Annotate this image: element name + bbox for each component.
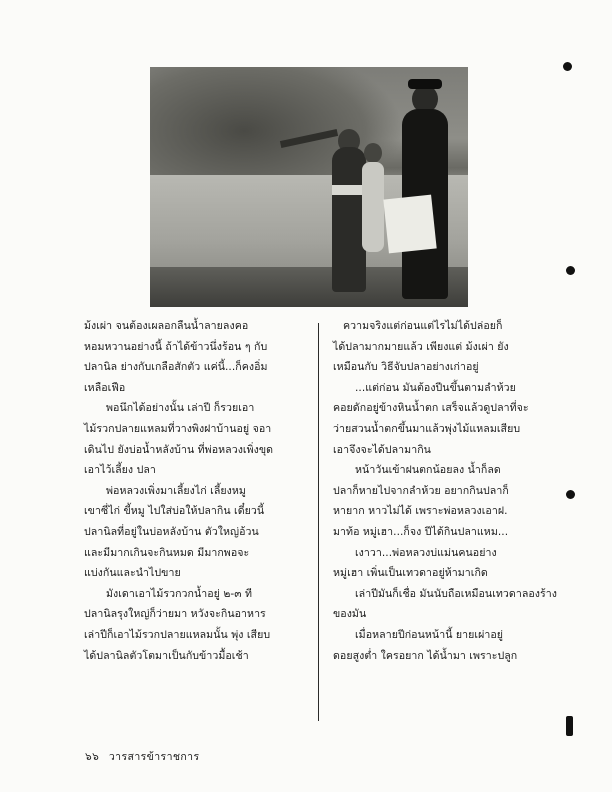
text-line: ดอยสูงต่ำ ใครอยาก ได้น้ำมา เพราะปลูก (333, 649, 518, 662)
text-line: ปลานิลรุงใหญ่ก็ว่ายมา หวังจะกินอาหาร (84, 608, 266, 621)
text-line: เอาจึงจะได้ปลามากิน (333, 443, 431, 456)
text-line: หน้าวันเข้าฝนตกน้อยลง น้ำก็ลด (355, 464, 501, 477)
margin-dot (566, 266, 575, 275)
photo-map-sheet (383, 195, 436, 254)
photo-child-head (364, 143, 382, 163)
text-line: เขาซี่ไก่ ขี้หมู ไปใส่บ่อให้ปลากิน เดี๋ยวนี้ (84, 505, 265, 518)
text-line: เมื่อหลายปีก่อนหน้านี้ ยายเผ่าอยู่ (355, 628, 504, 641)
text-line: ได้ปลามากมายแล้ว เพียงแต่ ม้งเผ่า ยัง (333, 340, 509, 353)
text-line: และมีมากเกินจะกินหมด มีมากพอจะ (84, 546, 250, 559)
text-line: เหมือนกับ วิธีจับปลาอย่างเก่าอยู่ (333, 361, 479, 374)
text-line: ไม้รวกปลายแหลมที่วางพิงฝาบ้านอยู่ จอา (84, 422, 272, 435)
text-line: ปลาก็หายไปจากลำห้วย อยากกินปลาก็ (333, 484, 509, 497)
text-line: เล่าปีมันก็เชื่อ มันนับถือเหมือนเทวดาลองร้าง (355, 587, 557, 600)
text-line: เล่าปีก็เอาไม้รวกปลายแหลมนั้น พุ่ง เสียบ (84, 628, 271, 641)
text-line: พอนึกได้อย่างนั้น เล่าปี ก็รวยเอา (106, 402, 255, 415)
photo-figure-pointing (332, 147, 366, 292)
text-line: มังเดาเอาไม้รวกวกน้ำอยู่ ๒-๓ ที (106, 587, 252, 600)
text-line: ม้งเผ่า จนต้องเผลอกลืนน้ำลายลงคอ (84, 320, 249, 332)
photo-officer-cap (408, 79, 442, 89)
text-line: ...แต่ก่อน มันต้องปีนขึ้นตามลำห้วย (355, 381, 516, 394)
text-line: ปลานิล ย่างกับเกลือสักตัว แค่นี้...ก็คงอิ่ม (84, 361, 268, 374)
margin-dot (563, 62, 572, 71)
text-line: ของมัน (333, 608, 367, 621)
text-line: เอาไว้เลี้ยง ปลา (84, 464, 156, 477)
text-line: ได้ปลานิลตัวโตมาเป็นกับข้าวมื้อเช้า (84, 649, 249, 662)
photo-child (362, 162, 384, 252)
page-number: ๖๖ (85, 751, 100, 763)
text-line: มาท้อ หมู่เฮา...ก็จง ปีได้กินปลาแหม... (333, 525, 509, 538)
text-line: หมู่เฮา เพิ่นเป็นเทวดาอยู่ห้ามาเกิด (333, 567, 488, 580)
page-footer (85, 748, 206, 765)
text-line: หายาก หาวไม่ได้ เพราะพ่อหลวงเอาฝ. (333, 505, 508, 518)
text-line: เงาวา...พ่อหลวงบ่แม่นคนอย่าง (355, 546, 497, 559)
text-line: หอมหวานอย่างนี้ ถ้าได้ข้าวนึ่งร้อน ๆ กับ (84, 340, 268, 353)
photo-figure-sash (332, 185, 366, 195)
text-line: ความจริงแต่ก่อนแต่ไรไม่ได้ปล่อยก็ (343, 320, 503, 332)
text-line: แบ่งกันและนำไปขาย (84, 567, 181, 580)
text-line: เดินไป ยังบ่อน้ำหลังบ้าน ที่พ่อหลวงเพิ่งขุด (84, 443, 274, 456)
margin-mark (566, 716, 573, 736)
riverside-photo (150, 67, 468, 307)
column-divider (318, 323, 319, 721)
magazine-title: วารสารข้าราชการ (108, 751, 200, 763)
text-line: พ่อหลวงเพิ่งมาเลี้ยงไก่ เลี้ยงหมู (106, 484, 246, 497)
left-text-column (84, 316, 296, 666)
text-line: คอยดักอยู่ข้างหินน้ำตก เสร็จแล้วดูปลาที่จะ (333, 402, 529, 415)
right-text-column (333, 316, 557, 666)
text-line: ว่ายสวนน้ำตกขึ้นมาแล้วพุ่งไม้แหลมเสียบ (333, 422, 521, 435)
text-line: เหลือเฟือ (84, 381, 126, 394)
margin-dot (566, 490, 575, 499)
text-line: ปลานิลที่อยู่ในบ่อหลังบ้าน ตัวใหญ่อ้วน (84, 525, 259, 538)
